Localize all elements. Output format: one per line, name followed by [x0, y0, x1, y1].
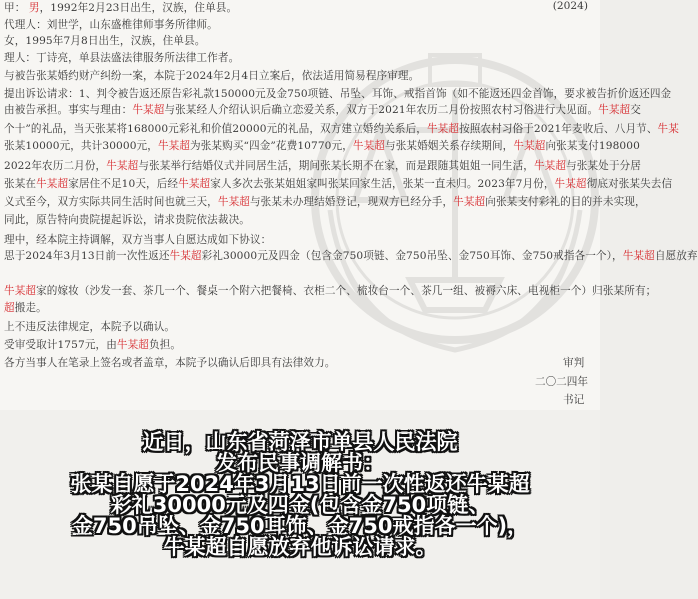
document-line — [4, 86, 671, 101]
highlighted-name: 牛某超 — [533, 160, 567, 172]
document-line — [4, 102, 641, 117]
highlighted-name: 牛某超 — [157, 140, 191, 152]
line-text: 个十”的礼品，当天张某将168000元彩礼和价值20000元的礼品，双方建立婚约关系后， — [4, 123, 427, 135]
line-text: 搬走。 — [14, 302, 47, 314]
document-line — [4, 319, 175, 334]
line-text: 彩礼30000元及四金（包含金750项链、金750吊坠、金750耳饰、金750戒指各一个）， — [201, 250, 623, 262]
highlighted-name: 牛某超 — [453, 196, 486, 208]
line-text: 代理人：刘世学，山东盛椎律师事务所律师。 — [4, 19, 218, 31]
highlighted-name: 牛某超 — [513, 140, 546, 152]
line-text: 与张某经人介绍认识后确立恋爱关系，双方于2021年农历二月份按照农村习俗进行大见面。 — [164, 104, 599, 116]
document-line — [4, 17, 218, 32]
highlighted-name: 牛某超 — [106, 160, 139, 172]
line-text: 由被告承担。事实与理由： — [4, 104, 133, 116]
line-text: 思于2024年3月13日前一次性返还 — [4, 250, 170, 262]
line-text: 各方当事人在笔录上签名或者盖章，本院予以确认后即具有法律效力。 — [4, 357, 336, 369]
line-text: 张某在 — [4, 178, 37, 190]
highlighted-name: 牛某超 — [352, 140, 386, 152]
signature-clerk: 书记 — [563, 394, 585, 406]
highlighted-name: 牛某超 — [426, 123, 460, 135]
highlighted-name: 牛某超 — [36, 178, 69, 190]
line-text: 向张某支付198000 — [545, 140, 640, 152]
highlighted-name: 牛某超 — [178, 178, 211, 190]
line-text: 负担。 — [149, 339, 182, 351]
document-line — [4, 248, 698, 263]
document-line — [4, 138, 640, 153]
line-text: 与张某处于分居 — [566, 160, 641, 172]
caption-line: 金750吊坠、金750耳饰、金750戒指各一个)， — [71, 514, 529, 538]
document-line — [4, 50, 239, 65]
highlighted-name: 牛某超 — [598, 104, 631, 116]
highlighted-name: 牛某超 — [217, 196, 250, 208]
document-line — [4, 121, 679, 136]
document-line — [4, 337, 181, 352]
caption-line: 近日，山东省菏泽市单县人民法院 — [142, 430, 458, 454]
caption-line: 张某自愿于2024年3月13日前一次性返还牛某超 — [70, 472, 530, 496]
document-line — [4, 176, 672, 191]
caption-line: 牛某超自愿放弃他诉讼请求。 — [163, 535, 437, 559]
line-text: 义式至今，双方实际共同生活时间也就三天， — [4, 196, 218, 208]
line-text: 按照农村习俗于2021年麦收后、八月节、 — [459, 123, 658, 135]
highlighted-name: 牛某超 — [132, 104, 165, 116]
line-text: 家的嫁妆（沙发一套、茶几一个、餐桌一个附六把餐椅、衣柜二个、梳妆台一个、茶几一组、被褥六床、电视柜一个）归张某所有； — [36, 285, 657, 297]
line-text: 甲： — [4, 2, 29, 14]
highlighted-name: 牛某超 — [116, 339, 150, 351]
document-line — [4, 355, 336, 370]
caption-line: 发布民事调解书： — [216, 451, 384, 475]
court-emblem-watermark-icon — [300, 30, 610, 390]
line-text: 交 — [630, 104, 641, 116]
highlighted-name: 牛某超 — [4, 285, 37, 297]
document-line — [4, 283, 656, 298]
document-line — [4, 68, 419, 83]
line-text: 受审受取计1757元，由 — [4, 339, 117, 351]
case-code: (2024) — [552, 0, 588, 12]
line-text: 家人多次去张某姐姐家叫张某回家生活，张某一直未归。2023年7月份， — [210, 178, 555, 190]
line-text: 与张某未办理结婚登记，现双方已经分手， — [249, 196, 454, 208]
news-caption — [0, 432, 600, 558]
signature-date: 二〇二四年 — [535, 376, 588, 388]
line-text: 同此，原告特向贵院提起诉讼，请求贵院依法裁决。 — [4, 214, 250, 226]
line-text: 上不违反法律规定，本院予以确认。 — [4, 321, 176, 333]
line-text: 女，1995年7月8日出生，汉族，住单县。 — [4, 35, 206, 47]
document-line — [4, 232, 271, 247]
document-line — [4, 0, 237, 15]
highlighted-name: 超 — [4, 302, 15, 314]
line-text: 张某10000元，共计30000元， — [4, 140, 158, 152]
document-line — [4, 194, 646, 209]
caption-line: 彩礼30000元及四金(包含金750项链、 — [110, 493, 490, 517]
line-text: 2022年农历二月份， — [4, 160, 107, 172]
line-text: 提出诉讼请求：1、判令被告返还原告彩礼款150000元及金750项链、吊坠、耳饰、戒指首饰（如不能返还四金首饰，要求被告折价返还四金 — [4, 88, 672, 100]
line-text: 向张某支付彩礼的目的并未实现， — [485, 196, 646, 208]
line-text: 理中，经本院主持调解，双方当事人自愿达成如下协议： — [4, 234, 272, 246]
line-text: 彻底对张某失去信 — [586, 178, 673, 190]
highlighted-name: 牛某超 — [554, 178, 587, 190]
document-line — [4, 212, 250, 227]
line-text: 为张某购买“四金”花费10770元， — [190, 140, 353, 152]
document-line — [4, 158, 641, 173]
document-line — [4, 33, 205, 48]
line-text: 与张某婚姻关系存续期间， — [385, 140, 514, 152]
document-line — [4, 300, 47, 315]
line-text: 自愿放弃 — [654, 250, 698, 262]
highlighted-name: 牛某超 — [622, 250, 655, 262]
line-text: 家居住不足10天，后经 — [68, 178, 179, 190]
line-text: ，1992年2月23日出生，汉族，住单县。 — [39, 2, 238, 14]
line-text: 理人：丁诗亮，单县法盛法律服务所法律工作者。 — [4, 52, 240, 64]
highlighted-name: 男 — [28, 2, 40, 14]
highlighted-name: 牛某 — [657, 123, 679, 135]
line-text: 与张某举行结婚仪式并同居生活，期间张某长期不在家，而是跟随其姐姐一同生活， — [138, 160, 534, 172]
line-text: 与被告张某婚约财产纠纷一案，本院于2024年2月4日立案后，依法适用简易程序审理。 — [4, 70, 420, 82]
signature-judge: 审判 — [563, 357, 585, 369]
highlighted-name: 牛某超 — [169, 250, 202, 262]
